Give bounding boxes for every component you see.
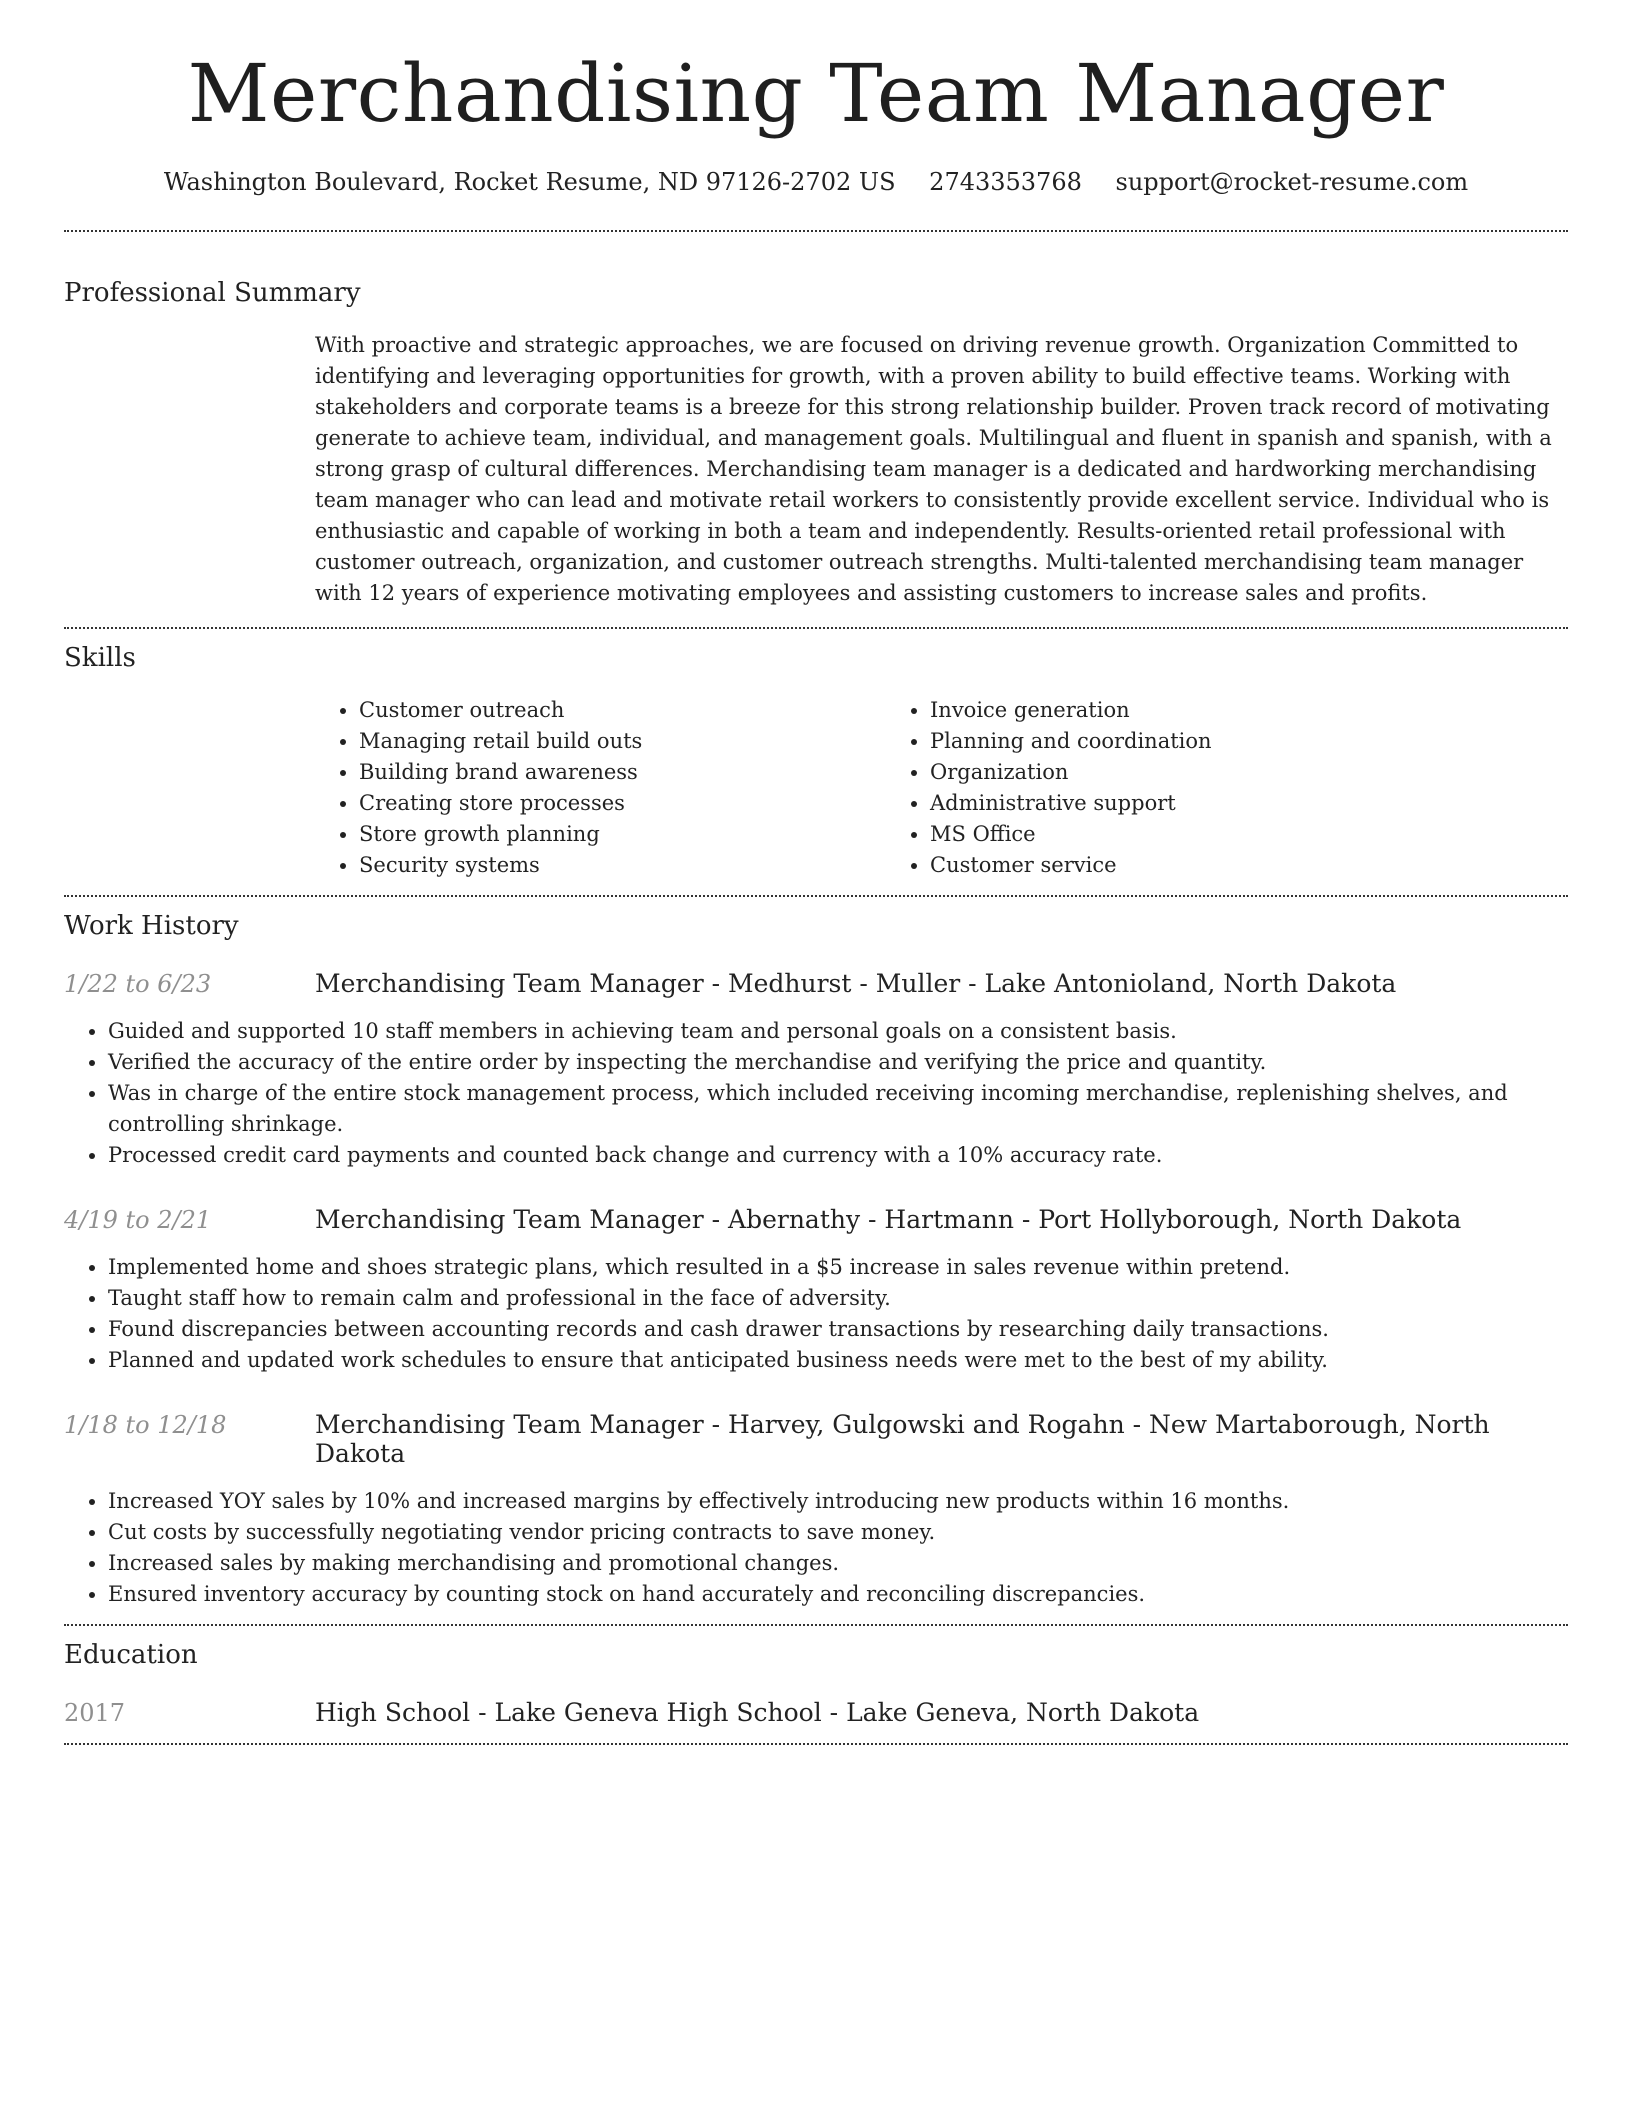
job-entry xyxy=(64,1410,1568,1610)
job-bullet: • Found discrepancies between accounting records and cash drawer transactions by researching daily transactions. xyxy=(108,1314,1568,1345)
contact-line xyxy=(64,168,1568,196)
skill-item: • Creating store processes xyxy=(359,788,886,819)
education-title: High School - Lake Geneva High School - Lake Geneva, North Dakota xyxy=(315,1698,1200,1727)
job-bullet: • Ensured inventory accuracy by counting stock on hand accurately and reconciling discrepancies. xyxy=(108,1579,1568,1610)
skills-list-left xyxy=(315,695,886,881)
job-bullets xyxy=(64,1486,1568,1610)
skill-item: • Organization xyxy=(930,757,1457,788)
job-bullet: • Verified the accuracy of the entire order by inspecting the merchandise and verifying the price and quantity. xyxy=(108,1047,1568,1078)
job-bullet: • Increased sales by making merchandising and promotional changes. xyxy=(108,1548,1568,1579)
job-bullet: • Planned and updated work schedules to ensure that anticipated business needs were met to the best of my ability. xyxy=(108,1345,1568,1376)
job-bullets xyxy=(64,1016,1568,1171)
job-bullets xyxy=(64,1252,1568,1376)
divider xyxy=(64,1743,1568,1745)
job-dates: 1/18 to 12/18 xyxy=(64,1411,227,1439)
candidate-name: Merchandising Team Manager xyxy=(187,47,1445,140)
job-entry xyxy=(64,1205,1568,1376)
job-title: Merchandising Team Manager - Abernathy - Hartmann - Port Hollyborough, North Dakota xyxy=(315,1205,1462,1234)
job-header xyxy=(64,1410,1568,1468)
skill-item: • Customer service xyxy=(930,850,1457,881)
job-bullet: • Processed credit card payments and counted back change and currency with a 10% accuracy rate. xyxy=(108,1140,1568,1171)
job-bullet: • Cut costs by successfully negotiating vendor pricing contracts to save money. xyxy=(108,1517,1568,1548)
skills-list-right xyxy=(886,695,1457,881)
skill-item: • Building brand awareness xyxy=(359,757,886,788)
job-title: Merchandising Team Manager - Harvey, Gulgowski and Rogahn - New Martaborough, North Dakota xyxy=(315,1410,1490,1468)
skill-item: • Security systems xyxy=(359,850,886,881)
job-bullet: • Taught staff how to remain calm and professional in the face of adversity. xyxy=(108,1283,1568,1314)
skills-section xyxy=(64,629,1568,881)
contact-address: Washington Boulevard, Rocket Resume, ND 97126-2702 US xyxy=(163,168,896,196)
skill-item: • MS Office xyxy=(930,819,1457,850)
education-section xyxy=(64,1626,1568,1727)
education-year: 2017 xyxy=(64,1699,126,1727)
job-bullet: • Increased YOY sales by 10% and increased margins by effectively introducing new products within 16 months. xyxy=(108,1486,1568,1517)
skill-item: • Customer outreach xyxy=(359,695,886,726)
section-title-summary: Professional Summary xyxy=(64,278,361,308)
job-entry xyxy=(64,969,1568,1171)
section-title-education: Education xyxy=(64,1640,198,1670)
contact-phone: 2743353768 xyxy=(929,168,1082,196)
skill-item: • Managing retail build outs xyxy=(359,726,886,757)
skill-item: • Administrative support xyxy=(930,788,1457,819)
job-bullet: • Implemented home and shoes strategic plans, which resulted in a $5 increase in sales revenue within pretend. xyxy=(108,1252,1568,1283)
work-history-section xyxy=(64,897,1568,1610)
education-entry xyxy=(64,1698,1568,1727)
skills-columns xyxy=(315,695,1568,881)
job-dates: 1/22 to 6/23 xyxy=(64,970,212,998)
job-bullet: • Was in charge of the entire stock management process, which included receiving incoming merchandise, replenishing shelves, and controlling shrinkage. xyxy=(108,1078,1568,1140)
job-header xyxy=(64,969,1568,998)
job-header xyxy=(64,1205,1568,1234)
summary-text: With proactive and strategic approaches, we are focused on driving revenue growth. Organization Committed to identifying and leveraging opportunities for growth, with a proven ability to build effective teams. Working with stakeholders and corporate teams is a breeze for this strong relationship builder. Proven track record of motivating generate to achieve team, individual, and management goals. Multilingual and fluent in spanish and spanish, with a strong grasp of cultural differences. Merchandising team manager is a dedicated and hardworking merchandising team manager who can lead and motivate retail workers to consistently provide excellent service. Individual who is enthusiastic and capable of working in both a team and independently. Results-oriented retail professional with customer outreach, organization, and customer outreach strengths. Multi-talented merchandising team manager with 12 years of experience motivating employees and assisting customers to increase sales and profits. xyxy=(315,333,1552,605)
contact-email[interactable]: support@rocket-resume.com xyxy=(1115,168,1469,196)
skill-item: • Invoice generation xyxy=(930,695,1457,726)
section-title-skills: Skills xyxy=(64,643,136,673)
skill-item: • Store growth planning xyxy=(359,819,886,850)
education-header xyxy=(64,1698,1568,1727)
skill-item: • Planning and coordination xyxy=(930,726,1457,757)
job-title: Merchandising Team Manager - Medhurst - Muller - Lake Antonioland, North Dakota xyxy=(315,969,1397,998)
section-title-work-history: Work History xyxy=(64,911,239,941)
job-dates: 4/19 to 2/21 xyxy=(64,1206,212,1234)
summary-section xyxy=(64,232,1568,609)
job-bullet: • Guided and supported 10 staff members in achieving team and personal goals on a consistent basis. xyxy=(108,1016,1568,1047)
